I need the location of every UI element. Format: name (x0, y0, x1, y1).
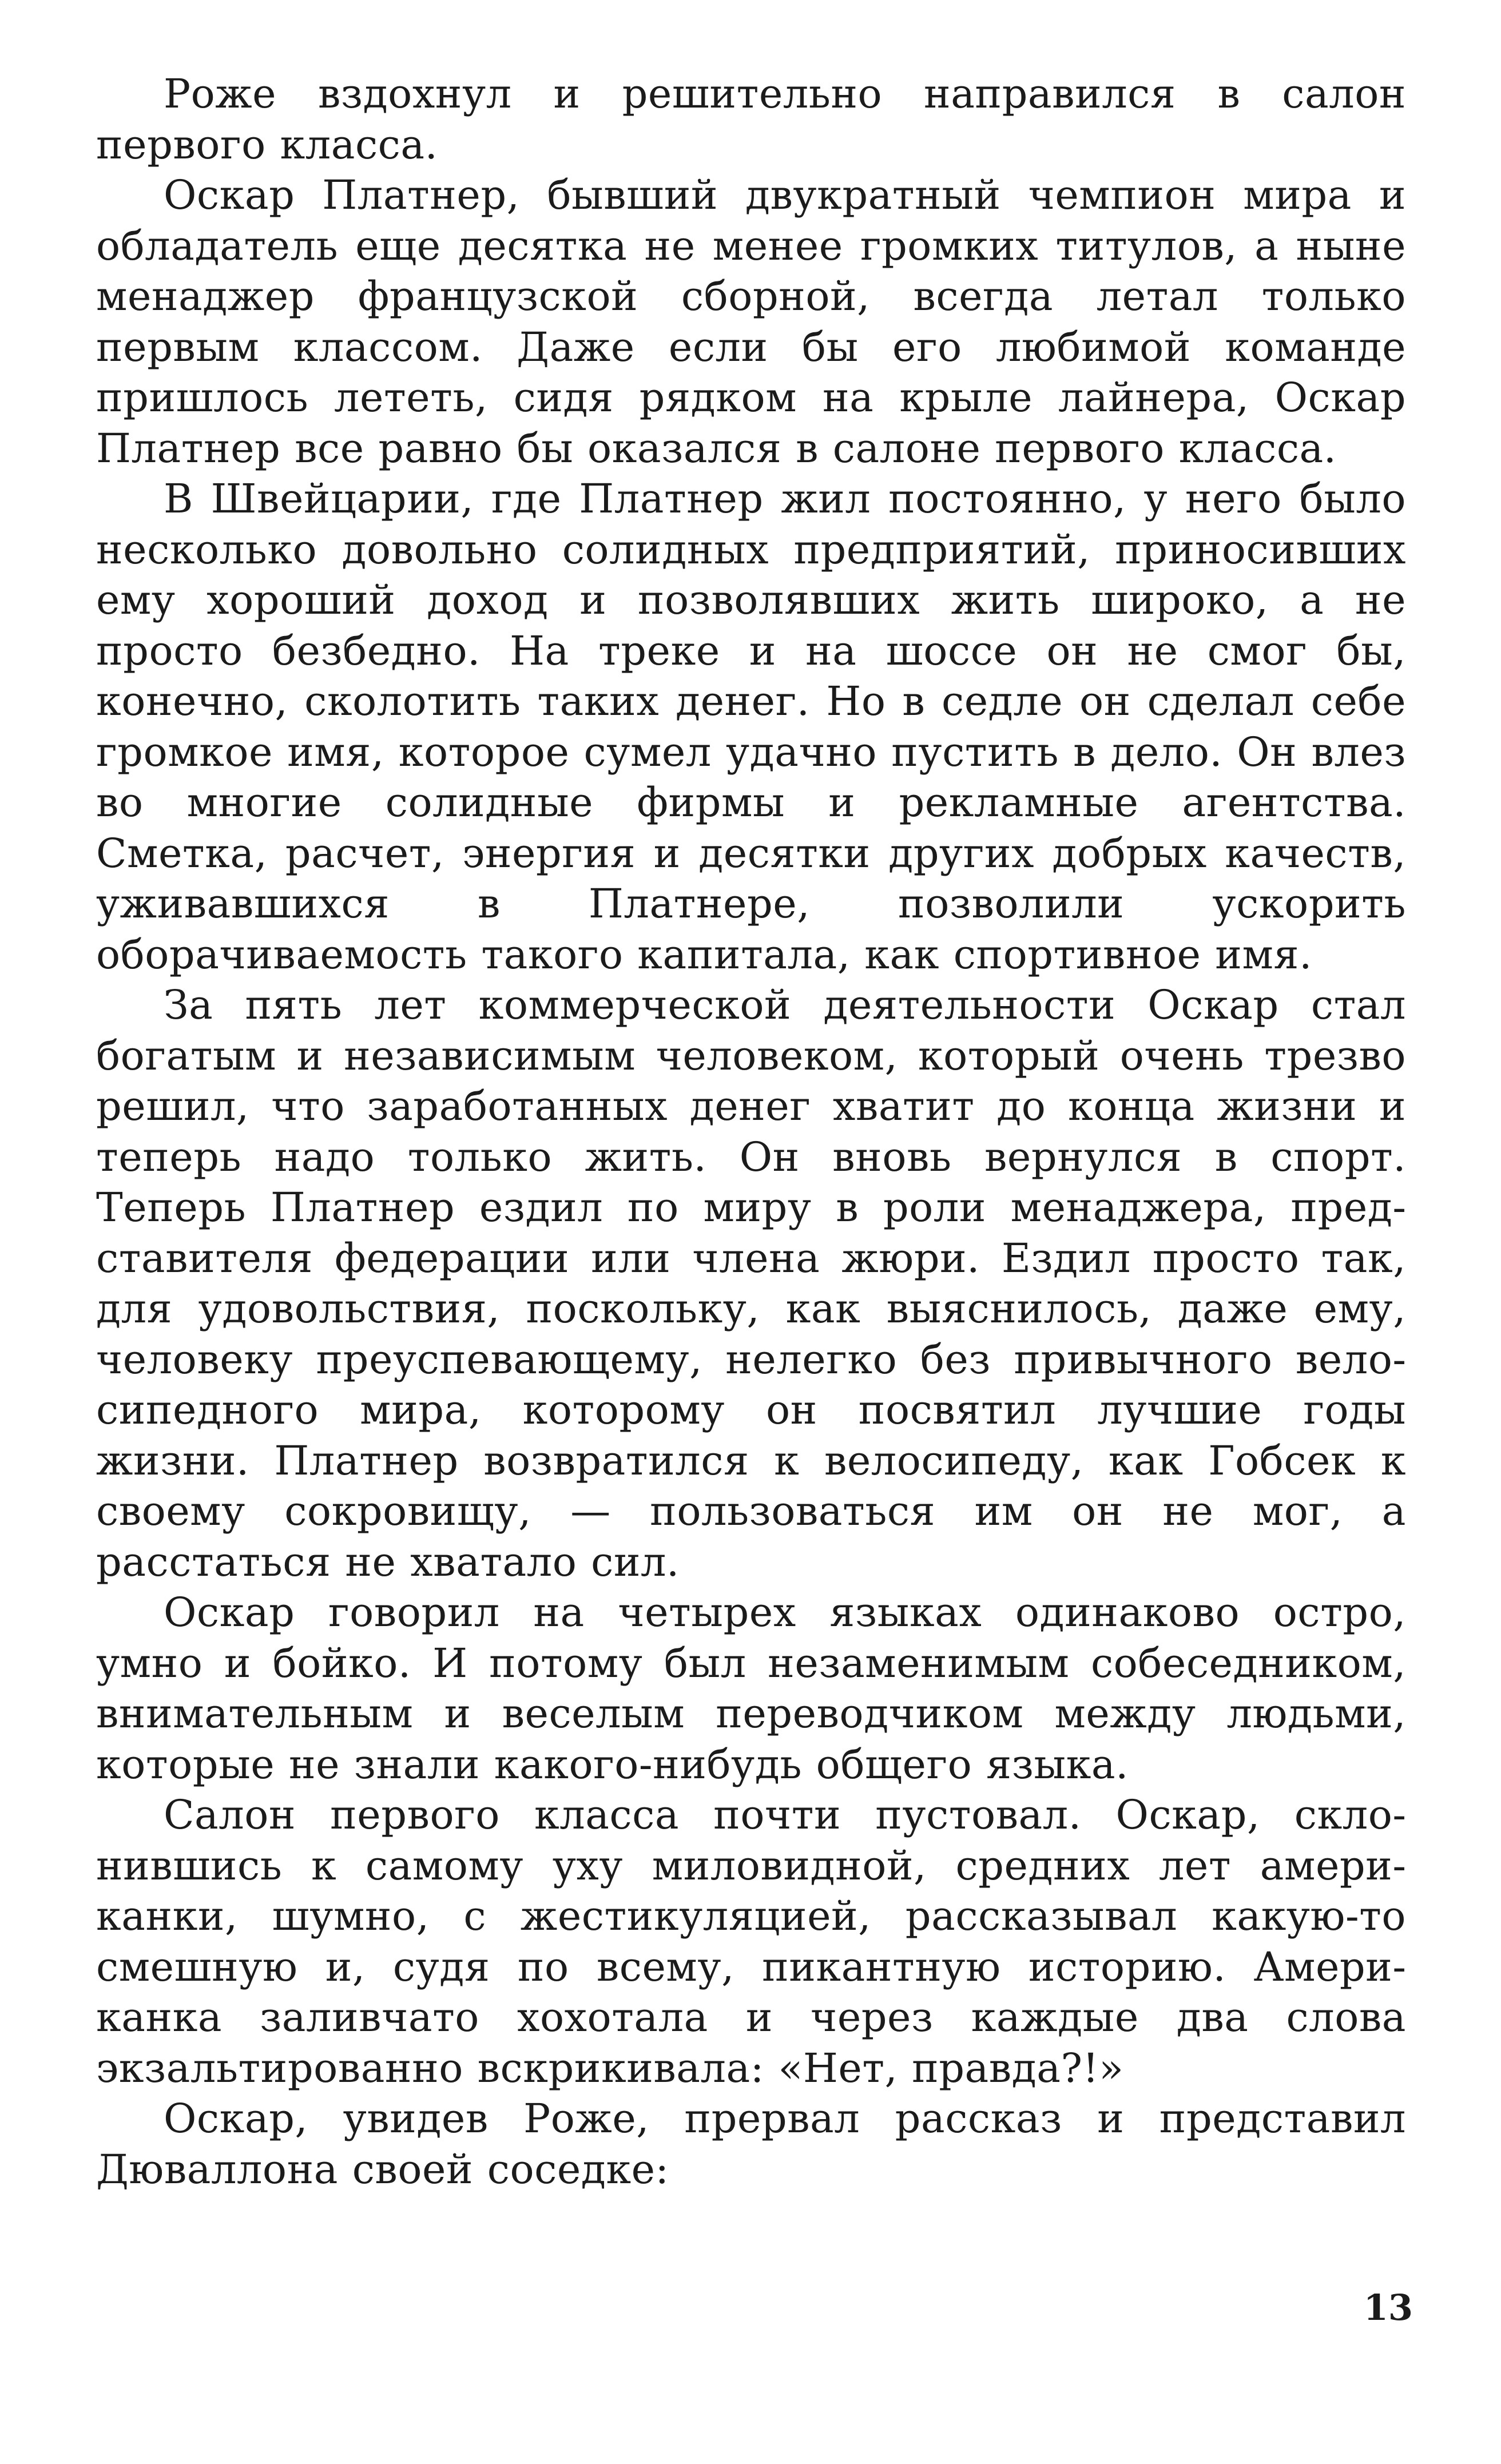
paragraph-6: Салон первого класса почти пустовал. Оскар, склонившись к самому уху миловидной, средних лет американки, шумно, с жестикуляцией, рассказывал какую-то смешную и, судя по всему, пикантную историю. Американка заливчато хохотала и через каждые два слова экзальтированно вскрикивала: «Нет, правда?!» (96, 1791, 1406, 2092)
paragraph-7: Оскар, увидев Роже, прервал рассказ и представил Дюваллона своей соседке: (96, 2095, 1406, 2193)
body-text (96, 69, 1406, 2195)
paragraph-1: Роже вздохнул и решительно направился в салон первого класса. (96, 70, 1406, 168)
paragraph-2: Оскар Платнер, бывший двукратный чемпион мира и обладатель еще десятка не менее громких титулов, а ныне менаджер французской сборной, всегда летал только первым классом. Даже если бы его любимой команде пришлось лететь, сидя рядком на крыле лайнера, Оскар Платнер все равно бы оказался в салоне первого класса. (96, 172, 1406, 472)
paragraph-5: Оскар говорил на четырех языках одинаково остро, умно и бойко. И потому был незаменимым собеседником, внимательным и веселым переводчиком между людьми, которые не знали какого-нибудь общего языка. (96, 1589, 1406, 1788)
page-number: 13 (1363, 2287, 1413, 2328)
paragraph-3: В Швейцарии, где Платнер жил постоянно, у него было несколько довольно солидных предприятий, приносивших ему хороший доход и позволявших жить широко, а не просто безбедно. На треке и на шоссе он не смог бы, конечно, сколотить таких денег. Но в седле он сделал себе громкое имя, которое сумел удачно пустить в дело. Он влез во многие солидные фирмы и рекламные агентства. Сметка, расчет, энергия и десятки других добрых качеств, уживавшихся в Платнере, позволили ускорить оборачиваемость такого капитала, как спортивное имя. (96, 475, 1406, 978)
paragraph-4: За пять лет коммерческой деятельности Оскар стал богатым и независимым человеком, который очень трезво решил, что заработанных денег хватит до конца жизни и теперь надо только жить. Он вновь вернулся в спорт. Теперь Платнер ездил по миру в роли менаджера, представителя федерации или члена жюри. Ездил просто так, для удовольствия, поскольку, как выяснилось, даже ему, человеку преуспевающему, нелегко без привычного велосипедного мира, которому он посвятил лучшие годы жизни. Платнер возвратился к велосипеду, как Гобсек к своему сокровищу, — пользоваться им он не мог, а расстаться не хватало сил. (96, 981, 1406, 1585)
